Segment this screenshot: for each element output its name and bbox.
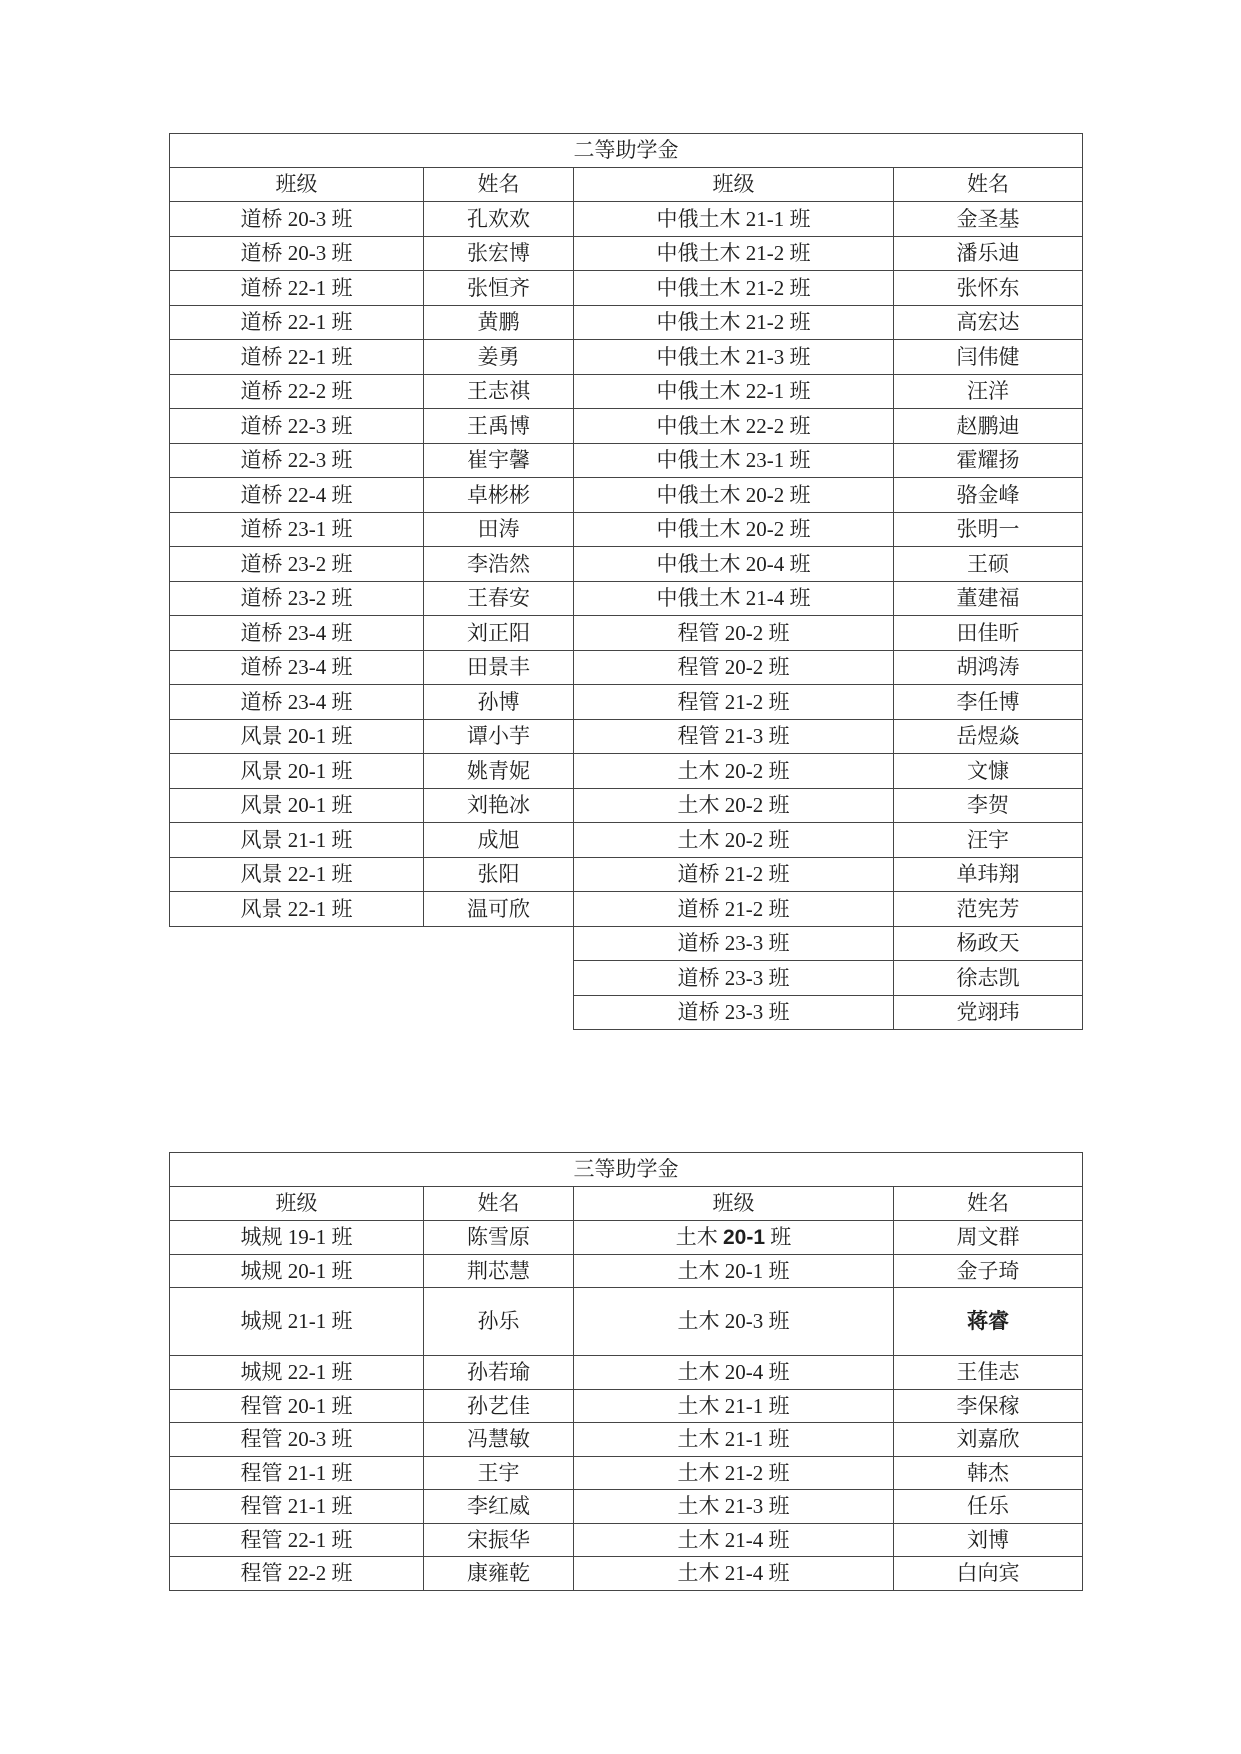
name-cell: 孙博	[424, 685, 574, 720]
table-title-row	[170, 134, 1083, 168]
name-cell: 潘乐迪	[894, 236, 1083, 271]
table-row	[170, 409, 1083, 444]
name-cell: 宋振华	[424, 1523, 574, 1557]
empty-cell	[424, 961, 574, 996]
sans-number-text: 20-1	[722, 1225, 766, 1249]
name-cell: 刘博	[894, 1523, 1083, 1557]
name-cell: 霍耀扬	[894, 443, 1083, 478]
class-cell: 土木 21-4 班	[574, 1557, 894, 1591]
name-cell: 刘嘉欣	[894, 1423, 1083, 1457]
name-cell: 谭小芋	[424, 719, 574, 754]
class-cell: 中俄土木 21-2 班	[574, 305, 894, 340]
class-cell: 程管 22-1 班	[170, 1523, 424, 1557]
name-cell: 单玮翔	[894, 857, 1083, 892]
column-header: 班级	[170, 168, 424, 202]
class-cell: 城规 19-1 班	[170, 1221, 424, 1255]
class-cell: 程管 20-1 班	[170, 1389, 424, 1423]
class-cell: 风景 20-1 班	[170, 788, 424, 823]
class-cell: 道桥 22-1 班	[170, 340, 424, 375]
name-cell: 张怀东	[894, 271, 1083, 306]
table-title: 二等助学金	[170, 134, 1083, 168]
name-cell: 成旭	[424, 823, 574, 858]
column-header: 姓名	[424, 168, 574, 202]
class-cell: 道桥 22-2 班	[170, 374, 424, 409]
class-cell: 土木 20-2 班	[574, 823, 894, 858]
table-row	[170, 857, 1083, 892]
header-row	[170, 1187, 1083, 1221]
class-cell: 中俄土木 23-1 班	[574, 443, 894, 478]
table-title-row	[170, 1153, 1083, 1187]
table-row	[170, 995, 1083, 1030]
class-cell: 道桥 23-4 班	[170, 616, 424, 651]
name-cell: 孔欢欢	[424, 202, 574, 237]
name-cell: 张宏博	[424, 236, 574, 271]
name-cell: 胡鸿涛	[894, 650, 1083, 685]
name-cell: 金圣基	[894, 202, 1083, 237]
class-cell: 程管 21-3 班	[574, 719, 894, 754]
name-cell: 闫伟健	[894, 340, 1083, 375]
table-row	[170, 788, 1083, 823]
name-cell: 高宏达	[894, 305, 1083, 340]
name-cell: 康雍乾	[424, 1557, 574, 1591]
class-cell: 道桥 22-4 班	[170, 478, 424, 513]
name-cell	[894, 1288, 1083, 1356]
name-cell: 孙乐	[424, 1288, 574, 1356]
class-cell: 中俄土木 20-2 班	[574, 512, 894, 547]
name-cell: 黄鹏	[424, 305, 574, 340]
class-cell: 土木 20-3 班	[574, 1288, 894, 1356]
empty-cell	[170, 926, 424, 961]
class-cell: 中俄土木 21-2 班	[574, 271, 894, 306]
table-row	[170, 1557, 1083, 1591]
class-cell: 道桥 23-4 班	[170, 685, 424, 720]
name-cell: 冯慧敏	[424, 1423, 574, 1457]
class-cell: 道桥 23-3 班	[574, 995, 894, 1030]
table-row	[170, 443, 1083, 478]
class-cell: 道桥 23-4 班	[170, 650, 424, 685]
empty-cell	[424, 995, 574, 1030]
name-cell: 王硕	[894, 547, 1083, 582]
table-row	[170, 616, 1083, 651]
name-cell: 白向宾	[894, 1557, 1083, 1591]
class-cell: 道桥 20-3 班	[170, 202, 424, 237]
class-cell: 土木 20-1 班	[574, 1221, 894, 1255]
name-cell: 李浩然	[424, 547, 574, 582]
class-cell: 土木 20-1 班	[574, 1254, 894, 1288]
column-header: 姓名	[894, 168, 1083, 202]
class-cell: 土木 20-4 班	[574, 1356, 894, 1390]
class-cell: 中俄土木 20-2 班	[574, 478, 894, 513]
class-cell: 中俄土木 20-4 班	[574, 547, 894, 582]
table-row	[170, 650, 1083, 685]
class-cell: 土木 21-2 班	[574, 1456, 894, 1490]
table-row	[170, 374, 1083, 409]
column-header: 姓名	[894, 1187, 1083, 1221]
class-cell: 道桥 22-1 班	[170, 271, 424, 306]
name-cell: 李贺	[894, 788, 1083, 823]
class-cell: 程管 21-1 班	[170, 1456, 424, 1490]
table-row	[170, 478, 1083, 513]
column-header: 班级	[574, 1187, 894, 1221]
name-cell: 文慷	[894, 754, 1083, 789]
class-cell: 程管 20-3 班	[170, 1423, 424, 1457]
class-cell: 道桥 23-3 班	[574, 961, 894, 996]
column-header: 姓名	[424, 1187, 574, 1221]
name-cell: 王志祺	[424, 374, 574, 409]
table-row	[170, 271, 1083, 306]
table-row	[170, 754, 1083, 789]
table-row	[170, 1523, 1083, 1557]
name-cell: 王宇	[424, 1456, 574, 1490]
name-cell: 张明一	[894, 512, 1083, 547]
class-cell: 风景 20-1 班	[170, 719, 424, 754]
name-cell: 王禹博	[424, 409, 574, 444]
empty-cell	[424, 926, 574, 961]
table-row	[170, 581, 1083, 616]
name-cell: 范宪芳	[894, 892, 1083, 927]
name-cell: 金子琦	[894, 1254, 1083, 1288]
name-cell: 崔宇馨	[424, 443, 574, 478]
class-cell: 道桥 21-2 班	[574, 892, 894, 927]
table-row	[170, 823, 1083, 858]
table-row	[170, 305, 1083, 340]
table-row	[170, 1456, 1083, 1490]
name-cell: 赵鹏迪	[894, 409, 1083, 444]
class-cell: 土木 21-3 班	[574, 1490, 894, 1524]
class-cell: 道桥 23-3 班	[574, 926, 894, 961]
column-header: 班级	[574, 168, 894, 202]
class-cell: 风景 21-1 班	[170, 823, 424, 858]
name-cell: 张阳	[424, 857, 574, 892]
class-cell: 道桥 22-1 班	[170, 305, 424, 340]
table-row	[170, 1389, 1083, 1423]
column-header: 班级	[170, 1187, 424, 1221]
class-cell: 中俄土木 21-4 班	[574, 581, 894, 616]
name-cell: 李保稼	[894, 1389, 1083, 1423]
class-cell: 土木 20-2 班	[574, 788, 894, 823]
name-cell: 王佳志	[894, 1356, 1083, 1390]
class-cell: 风景 20-1 班	[170, 754, 424, 789]
name-cell: 骆金峰	[894, 478, 1083, 513]
name-cell: 刘艳冰	[424, 788, 574, 823]
class-cell: 城规 21-1 班	[170, 1288, 424, 1356]
name-cell: 董建福	[894, 581, 1083, 616]
class-cell: 土木 21-1 班	[574, 1423, 894, 1457]
class-cell: 土木 20-2 班	[574, 754, 894, 789]
name-cell: 杨政天	[894, 926, 1083, 961]
table-row	[170, 1288, 1083, 1356]
class-cell: 中俄土木 22-1 班	[574, 374, 894, 409]
third-grant-table	[169, 1152, 1083, 1591]
name-cell: 姚青妮	[424, 754, 574, 789]
table-row	[170, 685, 1083, 720]
class-cell: 中俄土木 21-2 班	[574, 236, 894, 271]
name-cell: 张恒齐	[424, 271, 574, 306]
table-row	[170, 1221, 1083, 1255]
class-cell: 城规 20-1 班	[170, 1254, 424, 1288]
class-cell: 程管 21-2 班	[574, 685, 894, 720]
name-cell: 姜勇	[424, 340, 574, 375]
table-row	[170, 340, 1083, 375]
class-cell: 城规 22-1 班	[170, 1356, 424, 1390]
table-row	[170, 202, 1083, 237]
class-cell: 中俄土木 21-3 班	[574, 340, 894, 375]
class-cell: 程管 20-2 班	[574, 650, 894, 685]
name-cell: 荆芯慧	[424, 1254, 574, 1288]
class-cell: 程管 20-2 班	[574, 616, 894, 651]
class-cell: 土木 21-4 班	[574, 1523, 894, 1557]
name-cell: 田景丰	[424, 650, 574, 685]
table-row	[170, 512, 1083, 547]
class-cell: 道桥 23-1 班	[170, 512, 424, 547]
table-row	[170, 926, 1083, 961]
table-row	[170, 1423, 1083, 1457]
name-cell: 陈雪原	[424, 1221, 574, 1255]
name-cell: 田涛	[424, 512, 574, 547]
table-title: 三等助学金	[170, 1153, 1083, 1187]
name-cell: 刘正阳	[424, 616, 574, 651]
class-cell: 道桥 23-2 班	[170, 547, 424, 582]
name-cell: 任乐	[894, 1490, 1083, 1524]
class-cell: 道桥 23-2 班	[170, 581, 424, 616]
second-grant-table	[169, 133, 1083, 1030]
class-cell: 风景 22-1 班	[170, 892, 424, 927]
name-cell: 李红威	[424, 1490, 574, 1524]
table-row	[170, 892, 1083, 927]
name-cell: 孙若瑜	[424, 1356, 574, 1390]
name-cell: 党翊玮	[894, 995, 1083, 1030]
table-row	[170, 961, 1083, 996]
name-cell: 汪宇	[894, 823, 1083, 858]
class-cell: 道桥 22-3 班	[170, 443, 424, 478]
name-cell: 卓彬彬	[424, 478, 574, 513]
name-cell: 徐志凯	[894, 961, 1083, 996]
table-row	[170, 1490, 1083, 1524]
empty-cell	[170, 995, 424, 1030]
name-cell: 田佳昕	[894, 616, 1083, 651]
name-cell: 孙艺佳	[424, 1389, 574, 1423]
table-row	[170, 547, 1083, 582]
class-cell: 风景 22-1 班	[170, 857, 424, 892]
table-row	[170, 1356, 1083, 1390]
class-cell: 道桥 20-3 班	[170, 236, 424, 271]
table-row	[170, 719, 1083, 754]
name-cell: 温可欣	[424, 892, 574, 927]
name-cell: 岳煜焱	[894, 719, 1083, 754]
class-cell: 程管 21-1 班	[170, 1490, 424, 1524]
class-cell: 道桥 22-3 班	[170, 409, 424, 444]
bold-name-text: 蒋睿	[967, 1309, 1009, 1333]
header-row	[170, 168, 1083, 202]
class-cell: 中俄土木 22-2 班	[574, 409, 894, 444]
class-cell: 中俄土木 21-1 班	[574, 202, 894, 237]
name-cell: 韩杰	[894, 1456, 1083, 1490]
class-cell: 程管 22-2 班	[170, 1557, 424, 1591]
table-row	[170, 236, 1083, 271]
class-cell: 道桥 21-2 班	[574, 857, 894, 892]
name-cell: 李任博	[894, 685, 1083, 720]
name-cell: 王春安	[424, 581, 574, 616]
name-cell: 汪洋	[894, 374, 1083, 409]
name-cell: 周文群	[894, 1221, 1083, 1255]
table-row	[170, 1254, 1083, 1288]
class-cell: 土木 21-1 班	[574, 1389, 894, 1423]
empty-cell	[170, 961, 424, 996]
